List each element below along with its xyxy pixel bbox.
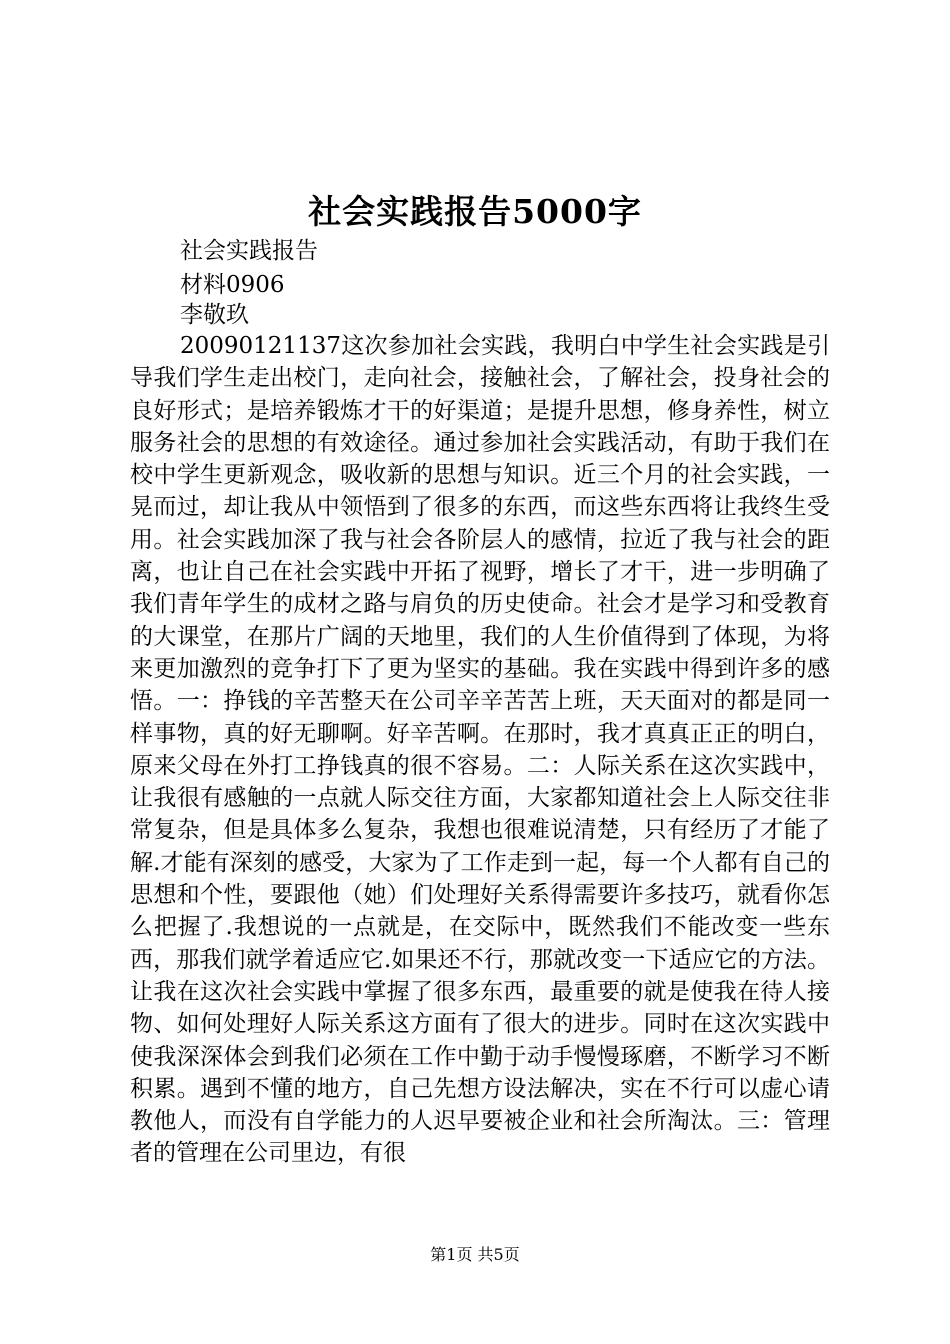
document-class: 材料0906: [180, 272, 285, 298]
document-body: 20090121137这次参加社会实践，我明白中学生社会实践是引导我们学生走出校门，走向社会，接触社会，了解社会，投身社会的良好形式；是培养锻炼才干的好渠道；是提升思想，修身养性，树立服务社会的思想的有效途径。通过参加社会实践活动，有助于我们在校中学生更新观念，吸收新的思想与知识。近三个月的社会实践，一晃而过，却让我从中领悟到了很多的东西，而这些东西将让我终生受用。社会实践加深了我与社会各阶层人的感情，拉近了我与社会的距离，也让自己在社会实践中开拓了视野，增长了才干，进一步明确了我们青年学生的成材之路与肩负的历史使命。社会才是学习和受教育的大课堂，在那片广阔的天地里，我们的人生价值得到了体现，为将来更加激烈的竞争打下了更为坚实的基础。我在实践中得到许多的感悟。一：挣钱的辛苦整天在公司辛辛苦苦上班，天天面对的都是同一样事物，真的好无聊啊。好辛苦啊。在那时，我才真真正正的明白，原来父母在外打工挣钱真的很不容易。二：人际关系在这次实践中，让我很有感触的一点就人际交往方面，大家都知道社会上人际交往非常复杂，但是具体多么复杂，我想也很难说清楚，只有经历了才能了解.才能有深刻的感受，大家为了工作走到一起，每一个人都有自己的思想和个性，要跟他（她）们处理好关系得需要许多技巧，就看你怎么把握了.我想说的一点就是，在交际中，既然我们不能改变一些东西，那我们就学着适应它.如果还不行，那就改变一下适应它的方法。让我在这次社会实践中掌握了很多东西，最重要的就是使我在待人接物、如何处理好人际关系这方面有了很大的进步。同时在这次实践中使我深深体会到我们必须在工作中勤于动手慢慢琢磨，不断学习不断积累。遇到不懂的地方，自己先想方设法解决，实在不行可以虚心请教他人，而没有自学能力的人迟早要被企业和社会所淘汰。三：管理者的管理在公司里边，有很: [130, 333, 830, 1167]
document-author: 李敬玖: [180, 302, 249, 328]
page-number-footer: 第1页 共5页: [430, 1245, 520, 1264]
document-subtitle: 社会实践报告: [180, 238, 318, 264]
document-title: 社会实践报告5000字: [308, 192, 642, 231]
